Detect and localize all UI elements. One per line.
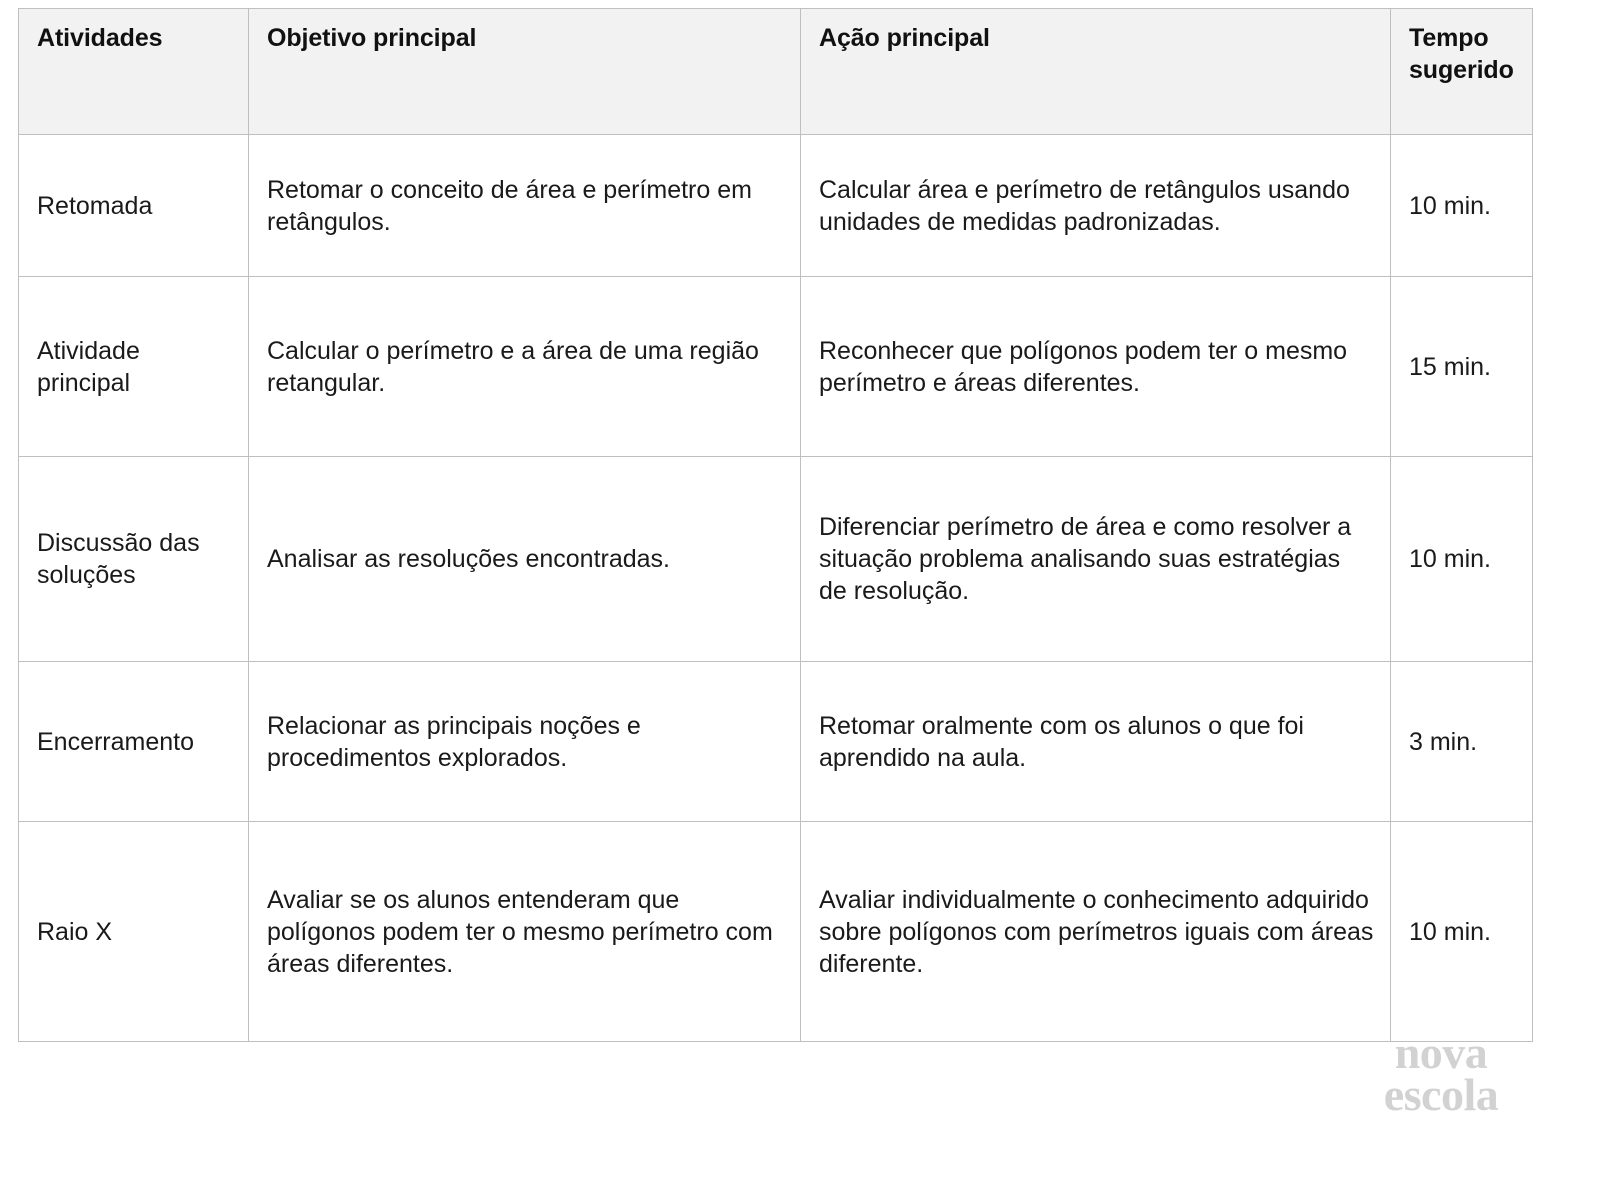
cell-tempo: 15 min. bbox=[1391, 277, 1533, 457]
column-header-objetivo-principal: Objetivo principal bbox=[249, 9, 801, 135]
table-header-row bbox=[19, 9, 1533, 135]
logo-line-nova: nova bbox=[1394, 1027, 1488, 1078]
table-row bbox=[19, 662, 1533, 822]
cell-tempo: 10 min. bbox=[1391, 822, 1533, 1042]
cell-tempo: 3 min. bbox=[1391, 662, 1533, 822]
cell-acao: Retomar oralmente com os alunos o que foi aprendido na aula. bbox=[801, 662, 1391, 822]
cell-atividade: Discussão das soluções bbox=[19, 457, 249, 662]
cell-objetivo: Avaliar se os alunos entenderam que polígonos podem ter o mesmo perímetro com áreas diferentes. bbox=[249, 822, 801, 1042]
cell-atividade: Encerramento bbox=[19, 662, 249, 822]
table-row bbox=[19, 277, 1533, 457]
cell-objetivo: Relacionar as principais noções e procedimentos explorados. bbox=[249, 662, 801, 822]
column-header-tempo-line-1: Tempo bbox=[1409, 24, 1489, 52]
table-row bbox=[19, 822, 1533, 1042]
column-header-atividades: Atividades bbox=[19, 9, 249, 135]
logo-line-escola: escola bbox=[1383, 1069, 1499, 1121]
cell-acao: Reconhecer que polígonos podem ter o mesmo perímetro e áreas diferentes. bbox=[801, 277, 1391, 457]
cell-tempo: 10 min. bbox=[1391, 457, 1533, 662]
cell-objetivo: Calcular o perímetro e a área de uma região retangular. bbox=[249, 277, 801, 457]
table-body bbox=[19, 135, 1533, 1042]
column-header-tempo-sugerido bbox=[1391, 9, 1533, 135]
cell-atividade: Retomada bbox=[19, 135, 249, 277]
cell-atividade: Raio X bbox=[19, 822, 249, 1042]
cell-acao: Calcular área e perímetro de retângulos usando unidades de medidas padronizadas. bbox=[801, 135, 1391, 277]
cell-acao: Diferenciar perímetro de área e como resolver a situação problema analisando suas estratégias de resolução. bbox=[801, 457, 1391, 662]
lesson-plan-table-container bbox=[18, 8, 1532, 1042]
table-header bbox=[19, 9, 1533, 135]
cell-objetivo: Analisar as resoluções encontradas. bbox=[249, 457, 801, 662]
table-row bbox=[19, 457, 1533, 662]
column-header-tempo-line-2: sugerido bbox=[1409, 55, 1514, 84]
cell-objetivo: Retomar o conceito de área e perímetro em retângulos. bbox=[249, 135, 801, 277]
column-header-acao-principal: Ação principal bbox=[801, 9, 1391, 135]
lesson-plan-table bbox=[18, 8, 1533, 1042]
cell-acao: Avaliar individualmente o conhecimento adquirido sobre polígonos com perímetros iguais com áreas diferente. bbox=[801, 822, 1391, 1042]
cell-atividade: Atividade principal bbox=[19, 277, 249, 457]
cell-tempo: 10 min. bbox=[1391, 135, 1533, 277]
table-row bbox=[19, 135, 1533, 277]
nova-escola-logo bbox=[1326, 1027, 1556, 1121]
